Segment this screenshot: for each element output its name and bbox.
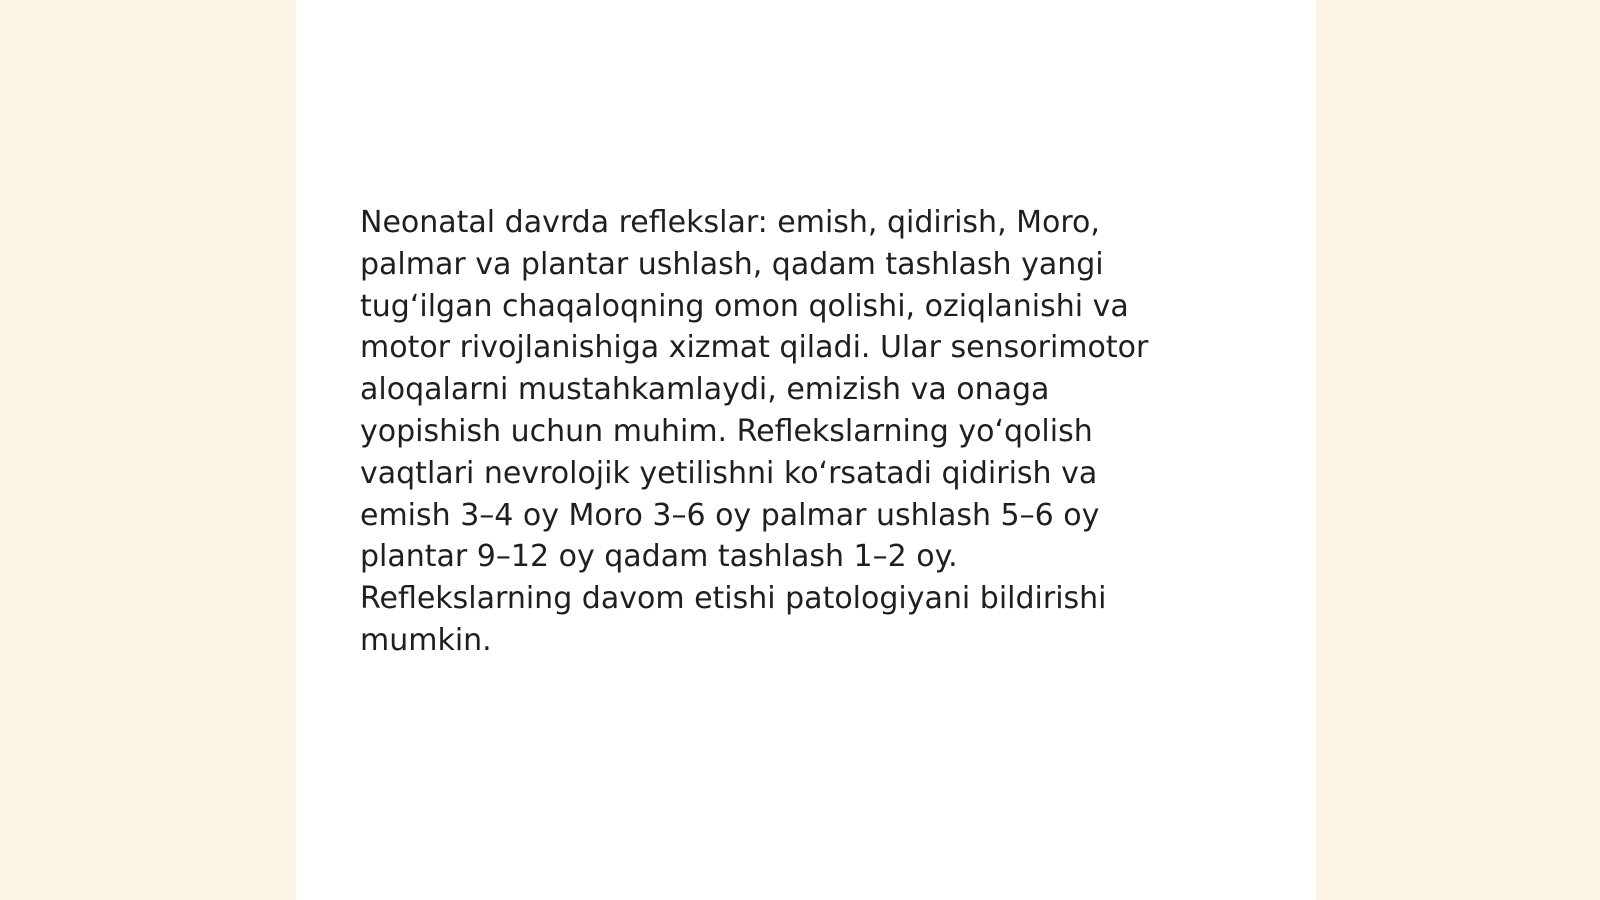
text-line: aloqalarni mustahkamlaydi, emizish va onaga bbox=[360, 372, 1050, 408]
text-line: tug‘ilgan chaqaloqning omon qolishi, oziqlanishi va bbox=[360, 288, 1129, 324]
text-line: Neonatal davrda reflekslar: emish, qidirish, Moro, bbox=[360, 205, 1100, 240]
text-line: mumkin. bbox=[360, 622, 492, 658]
text-line: plantar 9–12 oy qadam tashlash 1–2 oy. bbox=[360, 539, 958, 575]
text-line: emish 3–4 oy Moro 3–6 oy palmar ushlash 5–6 oy bbox=[360, 497, 1100, 533]
slide-body-text bbox=[360, 202, 1240, 662]
slide-canvas bbox=[296, 0, 1316, 900]
text-line: yopishish uchun muhim. Reflekslarning yo‘qolish bbox=[360, 413, 1093, 449]
text-line: motor rivojlanishiga xizmat qiladi. Ular sensorimotor bbox=[360, 330, 1149, 366]
text-line: vaqtlari nevrolojik yetilishni ko‘rsatadi qidirish va bbox=[360, 455, 1098, 491]
text-line: Reflekslarning davom etishi patologiyani bildirishi bbox=[360, 581, 1107, 617]
text-line: palmar va plantar ushlash, qadam tashlash yangi bbox=[360, 246, 1104, 282]
